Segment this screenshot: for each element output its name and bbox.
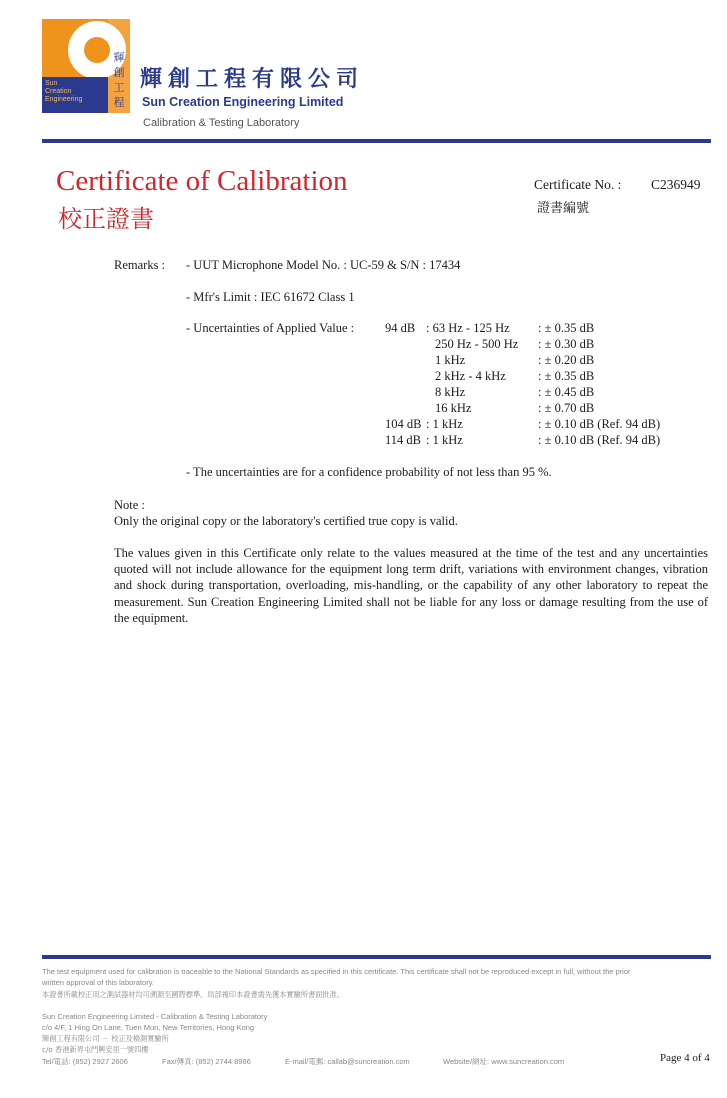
uncertainty-value: : ± 0.35 dB — [538, 369, 595, 383]
footer-fax: Fax/傳真: (852) 2744 8986 — [162, 1057, 251, 1066]
uncertainty-level: 94 dB — [385, 321, 416, 335]
uncertainty-frequency: 1 kHz — [435, 353, 466, 367]
note-validity: Only the original copy or the laboratory's certified true copy is valid. — [114, 514, 458, 528]
footer-traceability-cn: 本證書所載校正用之測試器材均可溯源至國際標準。局部複印本證書需先獲本實驗所書面批准。 — [42, 990, 344, 999]
uncertainty-value: : ± 0.35 dB — [538, 321, 595, 335]
footer-address: Sun Creation Engineering Limited - Calibration & Testing Laboratory — [42, 1012, 268, 1021]
footer-email: E-mail/電郵: callab@suncreation.com — [285, 1057, 410, 1066]
uncertainty-frequency: : 1 kHz — [426, 433, 463, 447]
uncertainty-value: : ± 0.45 dB — [538, 385, 595, 399]
certificate-number-label-cn: 證書編號 — [537, 201, 590, 216]
remark-confidence: - The uncertainties are for a confidence probability of not less than 95 %. — [186, 465, 552, 479]
company-name-cn: 輝創工程有限公司 — [140, 67, 365, 92]
uncertainty-frequency: 250 Hz - 500 Hz — [435, 337, 519, 351]
company-name-en: Sun Creation Engineering Limited — [142, 95, 344, 109]
uncertainty-value: : ± 0.10 dB (Ref. 94 dB) — [538, 417, 661, 431]
footer-tel: Tel/電話: (852) 2927 2606 — [42, 1057, 128, 1066]
uncertainty-frequency: : 1 kHz — [426, 417, 463, 431]
footer-address-cn: c/o 香港新界屯門興安里一號四樓 — [42, 1045, 149, 1054]
logo-text: Sun Creation Engineering — [45, 80, 83, 103]
uncertainty-level: 114 dB — [385, 433, 421, 447]
header-divider — [42, 139, 711, 143]
footer-traceability: written approval of this laboratory. — [42, 978, 154, 987]
lab-name: Calibration & Testing Laboratory — [143, 117, 300, 129]
footer-traceability: The test equipment used for calibration is traceable to the National Standards as specified in this certificate. This certificate shall not be reproduced except in full, without the prior — [42, 967, 631, 976]
uncertainty-value: : ± 0.70 dB — [538, 401, 595, 415]
uncertainty-value: : ± 0.10 dB (Ref. 94 dB) — [538, 433, 661, 447]
page-title-cn: 校正證書 — [58, 205, 154, 233]
remark-uut: - UUT Microphone Model No. : UC-59 & S/N : 17434 — [186, 258, 461, 272]
company-logo — [42, 19, 130, 113]
disclaimer-paragraph: The values given in this Certificate only relate to the values measured at the time of the test and any uncertainties quoted will not include allowance for the equipment long term drift, variations with environment changes, vibration and shock during transportation, overloading, mis-handling, or the capability of any other laboratory to repeat the measurement. Sun Creation Engineering Limited shall not be liable for any loss or damage resulting from the use of the equipment. — [114, 546, 708, 625]
footer-address-cn: 輝創工程有限公司 － 校正及檢測實驗所 — [42, 1034, 169, 1043]
certificate-number-label: Certificate No. : — [534, 177, 622, 192]
certificate-number: C236949 — [651, 177, 701, 192]
uncertainty-frequency: : 63 Hz - 125 Hz — [426, 321, 510, 335]
footer-address: c/o 4/F, 1 Hing On Lane, Tuen Mun, New Territories, Hong Kong — [42, 1023, 255, 1032]
uncertainty-frequency: 8 kHz — [435, 385, 466, 399]
logo-chars: 輝 創 工 程 — [113, 51, 125, 109]
remark-mfr-limit: - Mfr's Limit : IEC 61672 Class 1 — [186, 290, 355, 304]
remark-uncertainties-label: - Uncertainties of Applied Value : — [186, 321, 355, 335]
footer-website: Website/網址: www.suncreation.com — [443, 1057, 565, 1066]
uncertainty-value: : ± 0.30 dB — [538, 337, 595, 351]
page-title: Certificate of Calibration — [56, 165, 348, 197]
footer-divider — [42, 955, 711, 959]
page-number: Page 4 of 4 — [660, 1052, 710, 1064]
uncertainty-frequency: 16 kHz — [435, 401, 472, 415]
uncertainty-level: 104 dB — [385, 417, 422, 431]
note-label: Note : — [114, 498, 145, 512]
remarks-label: Remarks : — [114, 258, 166, 272]
uncertainty-value: : ± 0.20 dB — [538, 353, 595, 367]
uncertainty-frequency: 2 kHz - 4 kHz — [435, 369, 506, 383]
